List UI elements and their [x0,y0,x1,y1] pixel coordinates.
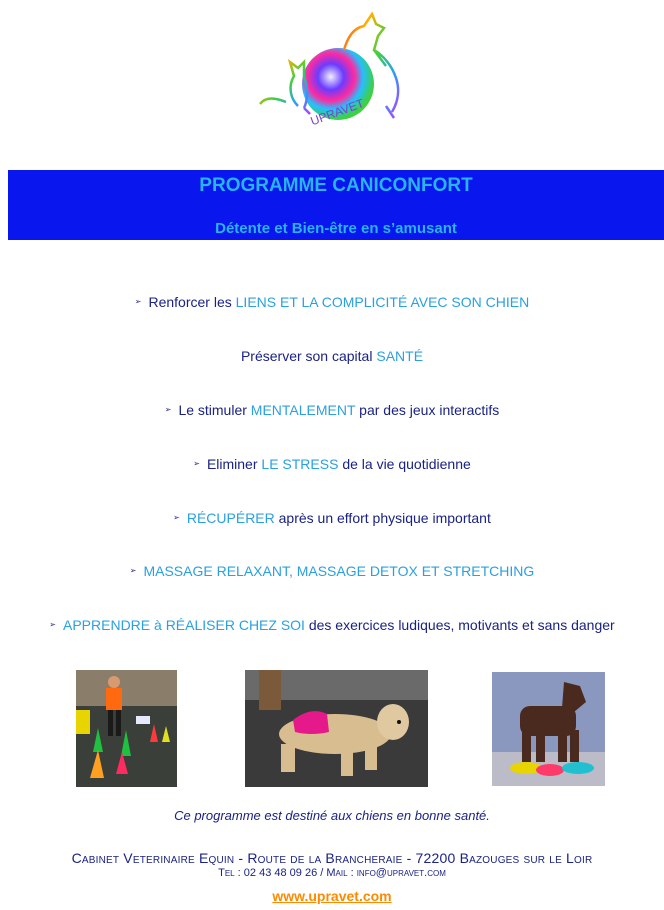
benefit-item: ➢ Renforcer les LIENS ET LA COMPLICITÉ AVEC SON CHIEN [134,294,530,310]
title-banner [8,170,664,240]
benefit-item: ➢ MASSAGE RELAXANT, MASSAGE DETOX ET STRETCHING [129,563,535,579]
bullet-arrow-icon: ➢ [173,513,180,523]
benefit-item: ➢ RÉCUPÉRER après un effort physique important [173,510,491,526]
bullet-arrow-icon: ➢ [193,459,200,469]
clinic-address: Cabinet Veterinaire Equin - Route de la Brancheraie - 72200 Bazouges sur le Loir [71,850,593,866]
bullet-arrow-icon: ➢ [164,405,172,415]
benefit-item: ➢ Eliminer LE STRESS de la vie quotidienne [193,456,471,472]
bullet-arrow-icon: ➢ [129,566,137,576]
program-title: PROGRAMME CANICONFORT [199,175,473,196]
bullet-arrow-icon: ➢ [134,297,142,307]
contact-info: Tel : 02 43 48 09 26 / Mail : info@upravet.com [218,867,446,879]
benefit-item: Préserver son capital SANTÉ [240,348,424,364]
dog-agility-cones-photo [76,670,177,787]
program-subtitle: Détente et Bien-être en s’amusant [215,220,457,237]
website-link[interactable]: www.upravet.com [272,888,392,904]
benefit-item: ➢ APPRENDRE à RÉALISER CHEZ SOI des exercices ludiques, motivants et sans danger [49,617,615,633]
health-note: Ce programme est destiné aux chiens en bonne santé. [174,808,490,823]
upravet-logo [246,6,426,136]
bullet-arrow-icon: ➢ [49,620,56,630]
dog-massage-lying-photo [245,670,428,787]
benefit-item: ➢ Le stimuler MENTALEMENT par des jeux interactifs [164,402,500,418]
dog-balance-pads-photo [492,672,605,786]
logo-text: UPRAVET [308,96,366,129]
